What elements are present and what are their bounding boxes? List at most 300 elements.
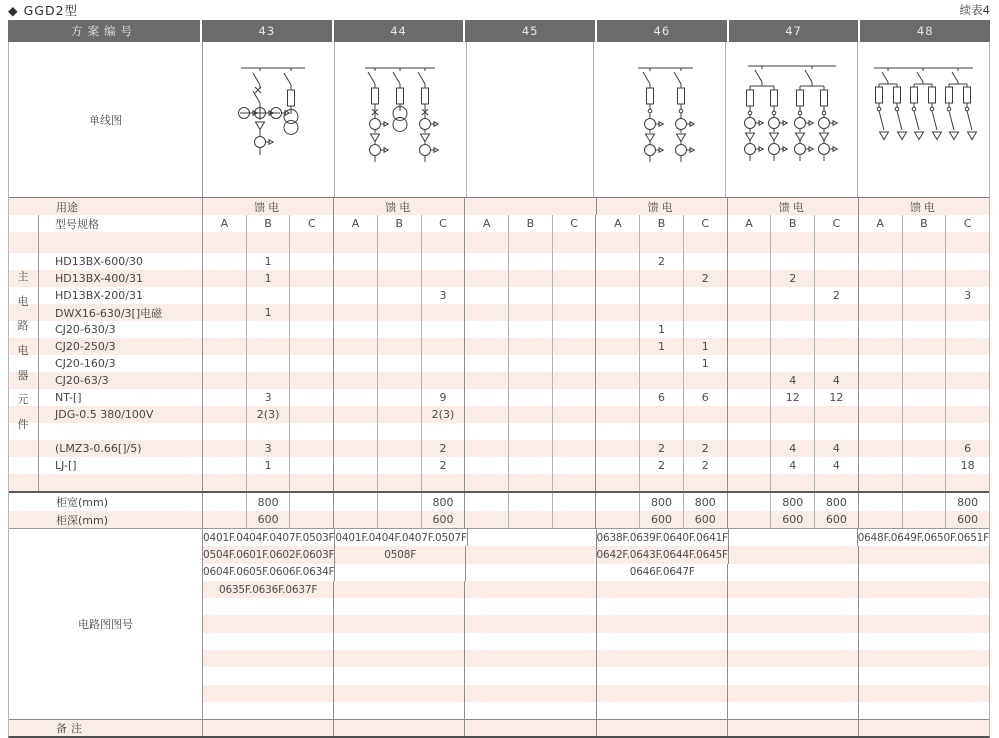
component-label: CJ20-250/3	[55, 340, 116, 353]
quantity-cell	[247, 338, 291, 355]
quantity-cell: 3	[247, 389, 291, 406]
quantity-cell	[728, 338, 772, 355]
quantity-cell	[334, 457, 378, 474]
figure-number-cell: 0642F.0643F.0644F.0645F	[597, 546, 729, 563]
quantity-cell: 4	[815, 372, 859, 389]
quantity-cell	[290, 232, 334, 253]
component-row	[9, 253, 989, 270]
quantity-cell	[771, 232, 815, 253]
size-value-cell	[378, 493, 422, 511]
component-quantity-cells	[203, 321, 989, 338]
quantity-cell	[247, 287, 291, 304]
quantity-cell	[203, 457, 247, 474]
single-line-diagram-45	[467, 42, 594, 197]
figure-number-cell	[465, 598, 596, 615]
figure-number-row	[203, 615, 989, 632]
quantity-cell	[728, 355, 772, 372]
usage-label-cell	[9, 198, 203, 215]
figure-number-cell	[465, 667, 596, 684]
quantity-cell	[378, 253, 422, 270]
quantity-cell: 12	[815, 389, 859, 406]
quantity-cell	[640, 423, 684, 440]
figure-number-cell	[465, 650, 596, 667]
quantity-cell	[684, 321, 728, 338]
quantity-cell	[465, 474, 509, 491]
quantity-cell: 9	[422, 389, 466, 406]
quantity-cell	[509, 338, 553, 355]
figure-number-cell: 0648F.0649F.0650F.0651F	[857, 531, 989, 544]
figure-number-cell	[466, 546, 597, 563]
quantity-cell: 1	[247, 253, 291, 270]
component-label-cell	[9, 338, 203, 355]
quantity-cell	[596, 338, 640, 355]
figure-number-cell	[335, 564, 466, 581]
phase-header-cell: B	[378, 215, 422, 232]
scheme-number-cell: 44	[334, 20, 464, 42]
quantity-cell	[815, 304, 859, 321]
quantity-cell	[203, 372, 247, 389]
figure-number-cell: 0635F.0636F.0637F	[203, 581, 334, 598]
figure-number-cell	[597, 702, 728, 719]
component-label-cell	[9, 232, 203, 253]
component-row	[9, 232, 989, 253]
usage-row	[9, 198, 989, 215]
quantity-cell	[728, 287, 772, 304]
quantity-cell	[903, 423, 947, 440]
quantity-cell	[290, 321, 334, 338]
figure-number-cell	[597, 633, 728, 650]
quantity-cell	[553, 389, 597, 406]
size-value-cell: 800	[771, 493, 815, 511]
quantity-cell	[290, 270, 334, 287]
quantity-cell	[290, 287, 334, 304]
quantity-cell	[771, 253, 815, 270]
figure-number-cell	[859, 650, 989, 667]
quantity-cell	[247, 474, 291, 491]
quantity-cell	[334, 406, 378, 423]
figure-number-cell	[859, 598, 989, 615]
component-row	[9, 474, 989, 491]
quantity-cell	[553, 372, 597, 389]
component-quantity-cells	[203, 372, 989, 389]
phase-header-cell: A	[203, 215, 247, 232]
quantity-cell	[290, 474, 334, 491]
quantity-cell	[859, 270, 903, 287]
size-value-cells	[203, 511, 989, 528]
quantity-cell: 6	[684, 389, 728, 406]
quantity-cell	[553, 474, 597, 491]
quantity-cell	[728, 253, 772, 270]
quantity-cell	[553, 355, 597, 372]
quantity-cell	[334, 338, 378, 355]
quantity-cell	[596, 253, 640, 270]
cabinet-size-row	[9, 511, 989, 528]
quantity-cell	[859, 232, 903, 253]
remark-value-cell	[859, 720, 989, 736]
phase-header-cells	[203, 215, 989, 232]
quantity-cell	[684, 287, 728, 304]
component-label-cell	[9, 423, 203, 440]
quantity-cell	[946, 474, 989, 491]
quantity-cell	[509, 253, 553, 270]
quantity-cell	[771, 474, 815, 491]
quantity-cell	[334, 372, 378, 389]
quantity-cell: 1	[247, 457, 291, 474]
quantity-cell	[334, 423, 378, 440]
quantity-cell	[553, 321, 597, 338]
quantity-cell	[903, 406, 947, 423]
phase-header-cell: C	[422, 215, 466, 232]
figure-number-cell	[465, 581, 596, 598]
quantity-cell	[553, 287, 597, 304]
figure-number-cell	[729, 529, 858, 546]
quantity-cell: 1	[640, 338, 684, 355]
quantity-cell	[378, 406, 422, 423]
phase-header-cell: C	[963, 217, 972, 230]
quantity-cell	[553, 270, 597, 287]
side-label-char: 路	[17, 319, 29, 333]
size-label: 柜宽(mm)	[56, 496, 109, 509]
quantity-cell	[422, 372, 466, 389]
component-quantity-cells	[203, 474, 989, 491]
quantity-cell	[903, 253, 947, 270]
quantity-cell	[203, 440, 247, 457]
side-strip-cell	[9, 474, 39, 491]
quantity-cell	[771, 406, 815, 423]
quantity-cell	[290, 253, 334, 270]
quantity-cell: 2	[815, 287, 859, 304]
quantity-cell	[946, 355, 989, 372]
quantity-cell	[422, 474, 466, 491]
figure-number-cell	[465, 615, 596, 632]
size-value-cell	[509, 511, 553, 528]
figure-number-cell	[597, 667, 728, 684]
figure-number-cell: 0646F.0647F	[597, 564, 728, 581]
quantity-cell	[378, 389, 422, 406]
size-value-cell	[509, 493, 553, 511]
figure-number-row	[203, 667, 989, 684]
figure-number-cell	[859, 546, 989, 563]
figure-number-cell	[465, 702, 596, 719]
component-row	[9, 304, 989, 321]
size-value-cell: 600	[815, 511, 859, 528]
quantity-cell: 2	[640, 253, 684, 270]
quantity-cell	[903, 457, 947, 474]
phase-header-cell: A	[859, 215, 903, 232]
figure-number-row	[203, 685, 989, 702]
spec-header-row	[9, 215, 989, 232]
component-row	[9, 389, 989, 406]
component-row	[9, 270, 989, 287]
figure-number-cell	[203, 702, 334, 719]
quantity-cell	[509, 232, 553, 253]
quantity-cell	[859, 474, 903, 491]
figure-number-cell	[859, 667, 989, 684]
quantity-cell: 1	[684, 355, 728, 372]
quantity-cell	[946, 270, 989, 287]
quantity-cell	[946, 372, 989, 389]
size-value-cell	[596, 511, 640, 528]
scheme-number-cell: 43	[202, 20, 332, 42]
quantity-cell	[771, 338, 815, 355]
figure-number-cell	[334, 702, 465, 719]
size-value-cell: 600	[957, 513, 979, 526]
quantity-cell: 2	[640, 457, 684, 474]
phase-header-cell: C	[684, 215, 728, 232]
quantity-cell	[815, 406, 859, 423]
quantity-cell: 4	[815, 457, 859, 474]
quantity-cell	[290, 304, 334, 321]
quantity-cell	[859, 457, 903, 474]
figure-number-cell	[859, 702, 989, 719]
quantity-cell	[684, 253, 728, 270]
cabinet-size-rows	[9, 491, 989, 528]
quantity-cell	[422, 232, 466, 253]
component-label-cell	[9, 355, 203, 372]
quantity-cell	[684, 372, 728, 389]
quantity-cell	[334, 304, 378, 321]
quantity-cell	[378, 457, 422, 474]
figure-number-row	[203, 546, 989, 563]
size-value-cell: 800	[957, 495, 979, 509]
component-row	[9, 338, 989, 355]
scheme-number-cell: 45	[465, 20, 595, 42]
quantity-cell	[465, 304, 509, 321]
quantity-cell	[859, 253, 903, 270]
quantity-cell	[203, 389, 247, 406]
figure-number-cell	[334, 598, 465, 615]
quantity-cell	[640, 287, 684, 304]
quantity-cell	[509, 372, 553, 389]
quantity-cell	[247, 372, 291, 389]
figure-number-row	[203, 650, 989, 667]
figure-number-row	[203, 633, 989, 650]
size-value-cell: 600	[684, 511, 728, 528]
quantity-cell	[640, 372, 684, 389]
diagram-label: 单线图	[89, 113, 122, 127]
component-label: (LMZ3-0.66[]/5)	[55, 442, 142, 455]
quantity-cell	[596, 232, 640, 253]
quantity-cell	[465, 232, 509, 253]
figure-number-cell	[728, 633, 859, 650]
quantity-cell	[946, 232, 989, 253]
quantity-cell	[290, 372, 334, 389]
component-label: DWX16-630/3[]电磁	[55, 306, 163, 320]
quantity-cell	[378, 287, 422, 304]
single-line-diagram-46	[594, 42, 726, 197]
figure-number-cell	[728, 650, 859, 667]
quantity-cell	[378, 423, 422, 440]
phase-header-cell: A	[465, 215, 509, 232]
side-label-char: 主	[17, 270, 29, 283]
figure-number-cell	[466, 564, 597, 581]
component-row	[9, 423, 989, 440]
scheme-number-cell: 47	[729, 20, 859, 42]
quantity-cell	[334, 232, 378, 253]
size-value-cell	[334, 511, 378, 528]
quantity-cell: 1	[684, 338, 728, 355]
size-value-cell	[203, 493, 247, 511]
size-value-cell: 600	[640, 511, 684, 528]
quantity-cell	[684, 406, 728, 423]
quantity-cell	[946, 304, 989, 321]
figure-number-cell	[859, 564, 989, 581]
remark-label-cell	[9, 720, 203, 736]
figure-number-cell	[859, 685, 989, 702]
quantity-cell	[378, 304, 422, 321]
size-value-cell: 800	[815, 493, 859, 511]
quantity-cell	[596, 304, 640, 321]
quantity-cell	[422, 423, 466, 440]
usage-value-cell: 馈电	[597, 198, 728, 215]
component-label-cell	[9, 406, 203, 423]
quantity-cell	[684, 423, 728, 440]
quantity-cell: 12	[771, 389, 815, 406]
quantity-cell	[553, 440, 597, 457]
quantity-cell	[596, 389, 640, 406]
quantity-cell	[903, 474, 947, 491]
component-label: JDG-0.5 380/100V	[55, 408, 154, 421]
figure-number-cell	[728, 702, 859, 719]
quantity-cell	[815, 321, 859, 338]
component-label-cell	[9, 474, 203, 491]
quantity-cell: 3	[964, 289, 972, 302]
component-label-cell	[9, 270, 203, 287]
size-value-cell	[859, 493, 903, 511]
phase-header-cell: B	[771, 215, 815, 232]
quantity-cell	[553, 406, 597, 423]
usage-label: 用途	[56, 200, 78, 214]
component-quantity-cells	[203, 287, 989, 304]
figure-number-cell	[728, 685, 859, 702]
quantity-cell	[422, 321, 466, 338]
side-label-char: 电	[17, 294, 29, 308]
figure-label: 电路图图号	[78, 618, 133, 632]
quantity-cell	[334, 287, 378, 304]
quantity-cell	[640, 474, 684, 491]
single-line-diagram-44	[335, 42, 467, 197]
quantity-cell	[422, 355, 466, 372]
component-quantity-cells	[203, 389, 989, 406]
size-value-cell	[290, 511, 334, 528]
usage-value-cell: 馈电	[203, 198, 334, 215]
size-value-cell	[903, 511, 947, 528]
quantity-cell	[553, 338, 597, 355]
quantity-cell	[859, 372, 903, 389]
quantity-cell	[728, 389, 772, 406]
figure-number-cell	[465, 633, 596, 650]
quantity-cell	[903, 389, 947, 406]
component-quantity-cells	[203, 457, 989, 474]
quantity-cell: 4	[815, 440, 859, 457]
size-value-cell: 600	[247, 511, 291, 528]
quantity-cell	[815, 232, 859, 253]
quantity-cell	[728, 457, 772, 474]
side-strip-cell	[9, 457, 39, 474]
figure-number-rows	[203, 529, 989, 719]
figure-number-cell	[203, 685, 334, 702]
quantity-cell	[859, 389, 903, 406]
phase-header-cell: A	[334, 215, 378, 232]
quantity-cell	[903, 355, 947, 372]
quantity-cell	[553, 304, 597, 321]
quantity-cell	[596, 287, 640, 304]
quantity-cell	[815, 338, 859, 355]
quantity-cell	[378, 338, 422, 355]
figure-number-row	[203, 702, 989, 719]
quantity-cell	[640, 232, 684, 253]
quantity-cell	[465, 372, 509, 389]
size-value-cell	[728, 493, 772, 511]
side-strip-cell	[9, 232, 39, 253]
phase-header-cell: B	[640, 215, 684, 232]
figure-number-cell: 0504F.0601F.0602F.0603F	[203, 546, 335, 563]
component-row	[9, 372, 989, 389]
quantity-cell	[290, 423, 334, 440]
quantity-cell	[422, 338, 466, 355]
quantity-cell: 4	[771, 372, 815, 389]
quantity-cell: 2	[684, 440, 728, 457]
usage-value-cell: 馈电	[909, 200, 938, 214]
title-bar	[8, 1, 990, 19]
quantity-cell	[290, 440, 334, 457]
quantity-cell	[509, 321, 553, 338]
quantity-cell	[334, 270, 378, 287]
size-value-cell	[290, 493, 334, 511]
quantity-cell	[334, 253, 378, 270]
quantity-cell	[465, 406, 509, 423]
quantity-cell	[640, 406, 684, 423]
side-strip-cell	[9, 215, 39, 232]
quantity-cell	[203, 253, 247, 270]
single-line-diagram-43	[203, 42, 335, 197]
side-label-char: 件	[17, 417, 29, 431]
quantity-cell	[203, 321, 247, 338]
quantity-cell	[728, 232, 772, 253]
quantity-cell	[596, 321, 640, 338]
component-quantity-cells	[203, 232, 989, 253]
phase-header-cell: B	[903, 215, 947, 232]
quantity-cell	[290, 457, 334, 474]
quantity-cell	[509, 474, 553, 491]
figure-number-cell	[859, 615, 989, 632]
phase-header-cell: C	[815, 215, 859, 232]
quantity-cell	[596, 457, 640, 474]
size-value-cell	[465, 511, 509, 528]
figure-number-row	[203, 564, 989, 581]
remark-value-cell	[334, 720, 465, 736]
quantity-cell	[203, 355, 247, 372]
component-label-cell	[9, 304, 203, 321]
figure-number-cell	[859, 633, 989, 650]
size-value-cells	[203, 493, 989, 511]
scheme-number-header: 方案编号	[8, 20, 200, 42]
figure-number-cell	[334, 581, 465, 598]
quantity-cell	[422, 253, 466, 270]
quantity-cell: 2	[640, 440, 684, 457]
figure-number-cell	[203, 650, 334, 667]
scheme-number-cell: 46	[597, 20, 727, 42]
figure-number-cell	[597, 685, 728, 702]
quantity-cell	[903, 232, 947, 253]
figure-number-cell	[597, 598, 728, 615]
component-label-cell	[9, 253, 203, 270]
quantity-cell	[509, 406, 553, 423]
quantity-cell	[290, 355, 334, 372]
quantity-cell	[378, 321, 422, 338]
figure-number-cell	[203, 598, 334, 615]
component-label: HD13BX-400/31	[55, 272, 143, 285]
